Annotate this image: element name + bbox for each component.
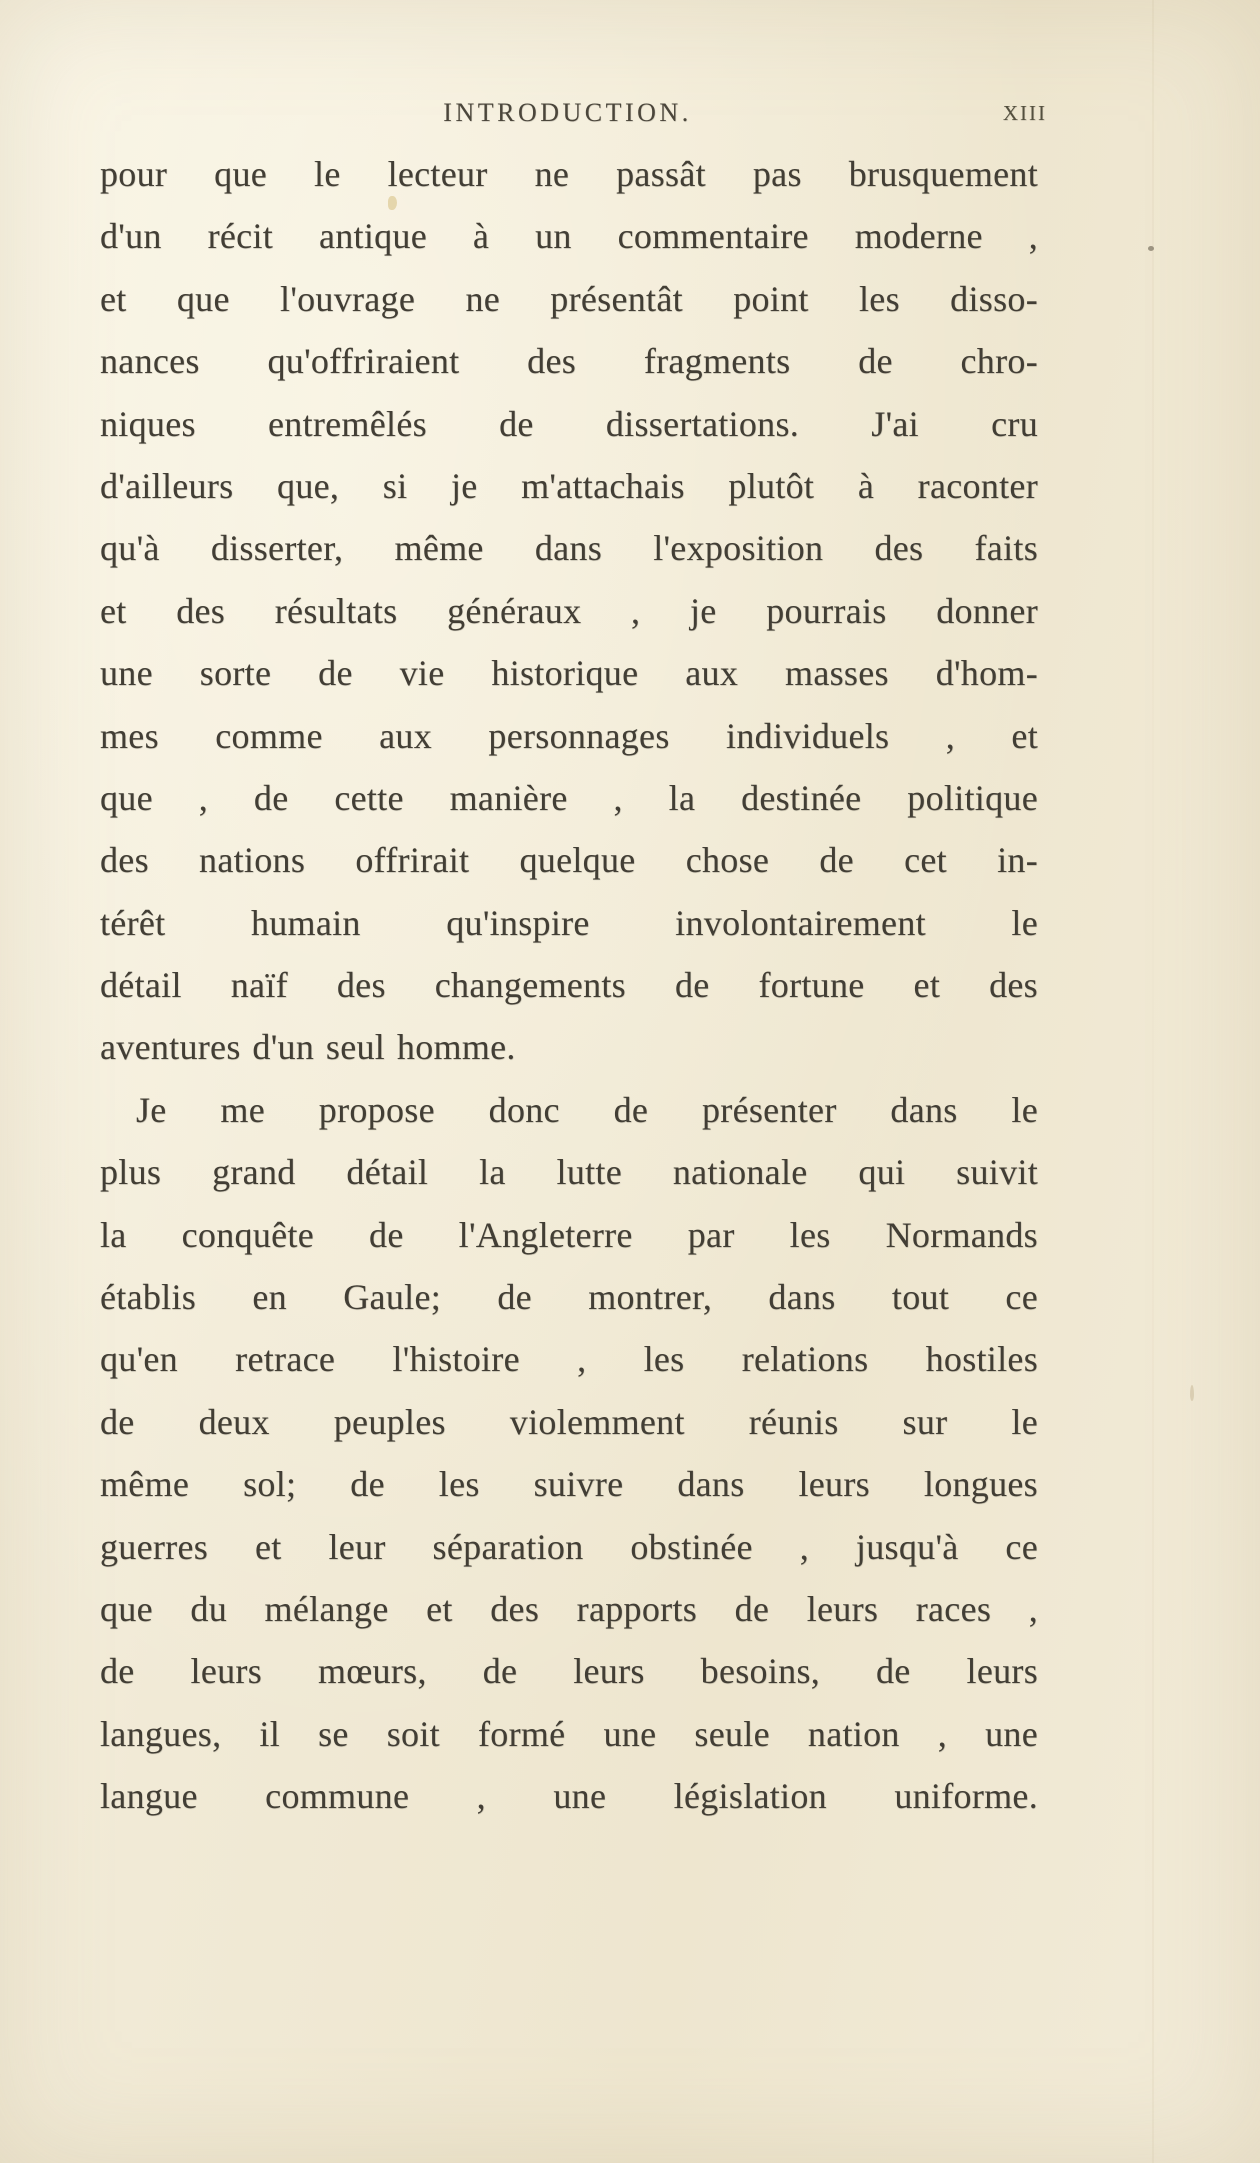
running-header xyxy=(100,98,1047,138)
text-line: que du mélange et des rapports de leurs races , xyxy=(100,1588,1038,1629)
text-line: la conquête de l'Angleterre par les Normands xyxy=(100,1214,1038,1255)
text-line: de leurs mœurs, de leurs besoins, de leurs xyxy=(100,1651,1038,1692)
text-line: des nations offrirait quelque chose de cet in- xyxy=(100,840,1038,881)
text-line: térêt humain qu'inspire involontairement le xyxy=(100,902,1038,943)
paper-fold-line xyxy=(1152,0,1154,2163)
text-line: pour que le lecteur ne passât pas brusquement xyxy=(100,154,1038,194)
text-line: Je me propose donc de présenter dans le xyxy=(136,1089,1038,1130)
text-line: nances qu'offriraient des fragments de chro- xyxy=(100,341,1038,382)
header-title: INTRODUCTION. xyxy=(443,98,692,127)
text-line: détail naïf des changements de fortune et des xyxy=(100,965,1038,1006)
text-line: niques entremêlés de dissertations. J'ai cru xyxy=(100,403,1038,444)
text-line: et des résultats généraux , je pourrais donner xyxy=(100,590,1038,631)
text-line: qu'à disserter, même dans l'exposition des faits xyxy=(100,528,1038,569)
text-block xyxy=(100,143,1038,1828)
text-line: langue commune , une législation uniforme. xyxy=(100,1776,1038,1817)
paper-speck xyxy=(1148,246,1154,251)
text-line: guerres et leur séparation obstinée , jusqu'à ce xyxy=(100,1526,1038,1567)
text-line: plus grand détail la lutte nationale qui suivit xyxy=(100,1152,1038,1193)
text-line: que , de cette manière , la destinée politique xyxy=(100,777,1038,818)
text-line: établis en Gaule; de montrer, dans tout ce xyxy=(100,1277,1038,1318)
text-line: langues, il se soit formé une seule nation , une xyxy=(100,1713,1038,1754)
paper-speck xyxy=(1190,1385,1194,1401)
text-line: aventures d'un seul homme. xyxy=(100,1027,516,1068)
page-number: XIII xyxy=(1002,101,1047,125)
text-line: de deux peuples violemment réunis sur le xyxy=(100,1401,1038,1442)
text-line: et que l'ouvrage ne présentât point les disso- xyxy=(100,278,1038,319)
text-line: mes comme aux personnages individuels , et xyxy=(100,715,1038,756)
text-line: même sol; de les suivre dans leurs longues xyxy=(100,1464,1038,1505)
text-line: d'un récit antique à un commentaire moderne , xyxy=(100,216,1038,257)
text-line: qu'en retrace l'histoire , les relations hostiles xyxy=(100,1339,1038,1380)
text-line: d'ailleurs que, si je m'attachais plutôt à raconter xyxy=(100,465,1038,506)
text-line: une sorte de vie historique aux masses d'hom- xyxy=(100,653,1038,694)
